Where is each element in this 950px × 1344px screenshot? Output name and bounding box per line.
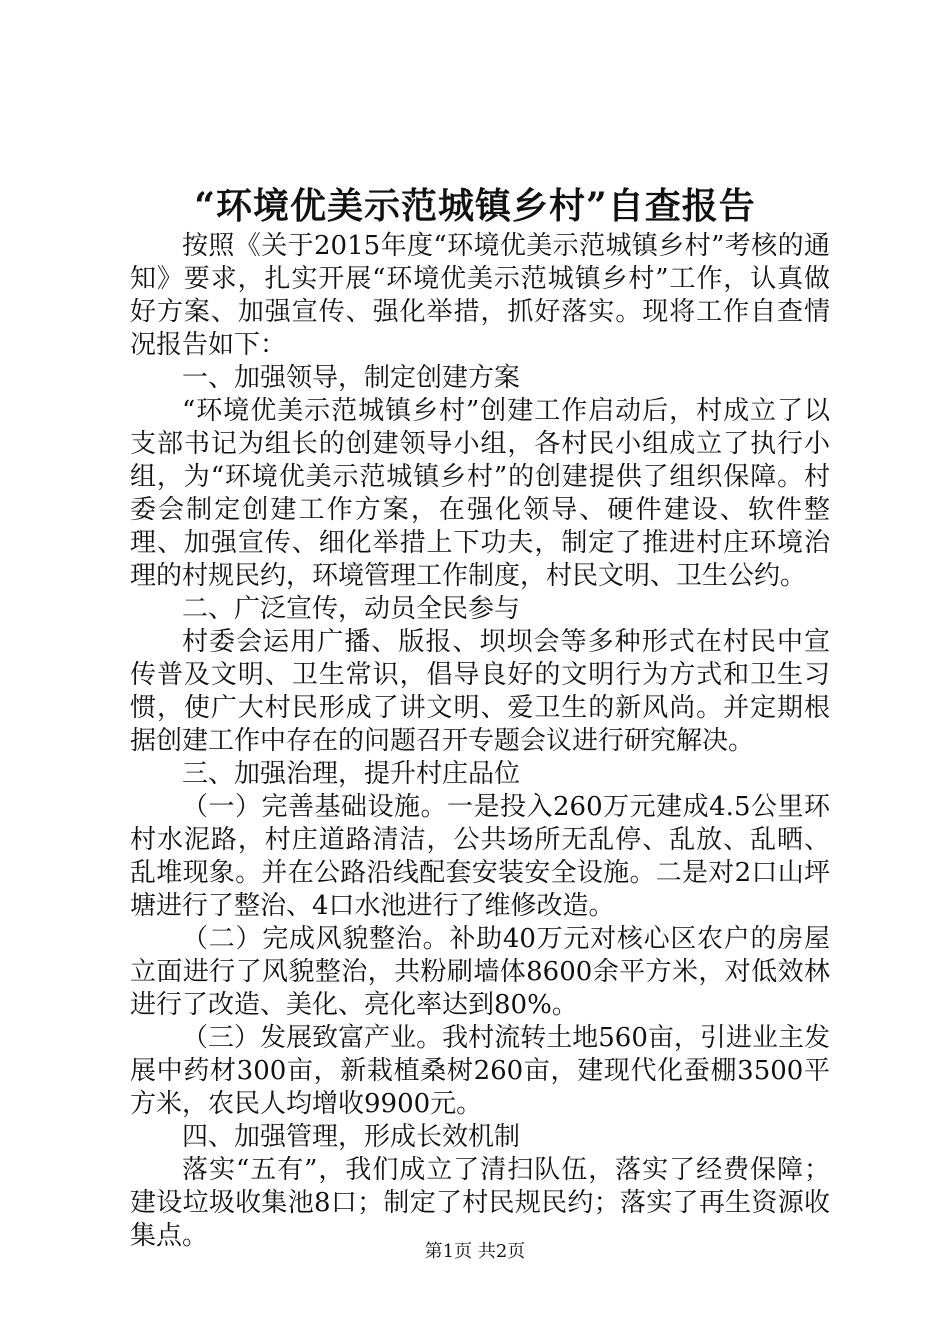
section-3-item-1: （一）完善基础设施。一是投入260万元建成4.5公里环村水泥路，村庄道路清洁，公共场所无乱停、乱放、乱晒、乱堆现象。并在公路沿线配套安装安全设施。二是对2口山坪塘进行了整治、4口水池进行了维修改造。 (130, 792, 830, 921)
section-4-paragraph: 落实“五有”，我们成立了清扫队伍，落实了经费保障；建设垃圾收集池8口；制定了村民规民约；落实了再生资源收集点。 (130, 1155, 830, 1251)
section-heading-3: 三、加强治理，提升村庄品位 (182, 759, 521, 789)
document-title: “环境优美示范城镇乡村”自查报告 (194, 185, 756, 227)
section-heading-1: 一、加强领导，制定创建方案 (182, 363, 521, 393)
page-footer: 第1页 共2页 (424, 1241, 526, 1262)
section-3-item-3: （三）发展致富产业。我村流转土地560亩，引进业主发展中药材300亩，新栽植桑树260亩，建现代化蚕棚3500平方米，农民人均增收9900元。 (130, 1023, 830, 1119)
section-2-paragraph: 村委会运用广播、版报、坝坝会等多种形式在村民中宣传普及文明、卫生常识，倡导良好的文明行为方式和卫生习惯，使广大村民形成了讲文明、爱卫生的新风尚。并定期根据创建工作中存在的问题召开专题会议进行研究解决。 (130, 627, 830, 756)
section-heading-4: 四、加强管理，形成长效机制 (182, 1122, 521, 1152)
section-3-item-2: （二）完成风貌整治。补助40万元对核心区农户的房屋立面进行了风貌整治，共粉刷墙体8600余平方米，对低效林进行了改造、美化、亮化率达到80%。 (130, 924, 830, 1020)
document-body (130, 230, 830, 1253)
section-1-paragraph: “环境优美示范城镇乡村”创建工作启动后，村成立了以支部书记为组长的创建领导小组，各村民小组成立了执行小组，为“环境优美示范城镇乡村”的创建提供了组织保障。村委会制定创建工作方案，在强化领导、硬件建设、软件整理、加强宣传、细化举措上下功夫，制定了推进村庄环境治理的村规民约，环境管理工作制度，村民文明、卫生公约。 (130, 396, 830, 591)
intro-paragraph: 按照《关于2015年度“环境优美示范城镇乡村”考核的通知》要求，扎实开展“环境优美示范城镇乡村”工作，认真做好方案、加强宣传、强化举措，抓好落实。现将工作自查情况报告如下： (130, 231, 830, 360)
section-heading-2: 二、广泛宣传，动员全民参与 (182, 594, 521, 624)
